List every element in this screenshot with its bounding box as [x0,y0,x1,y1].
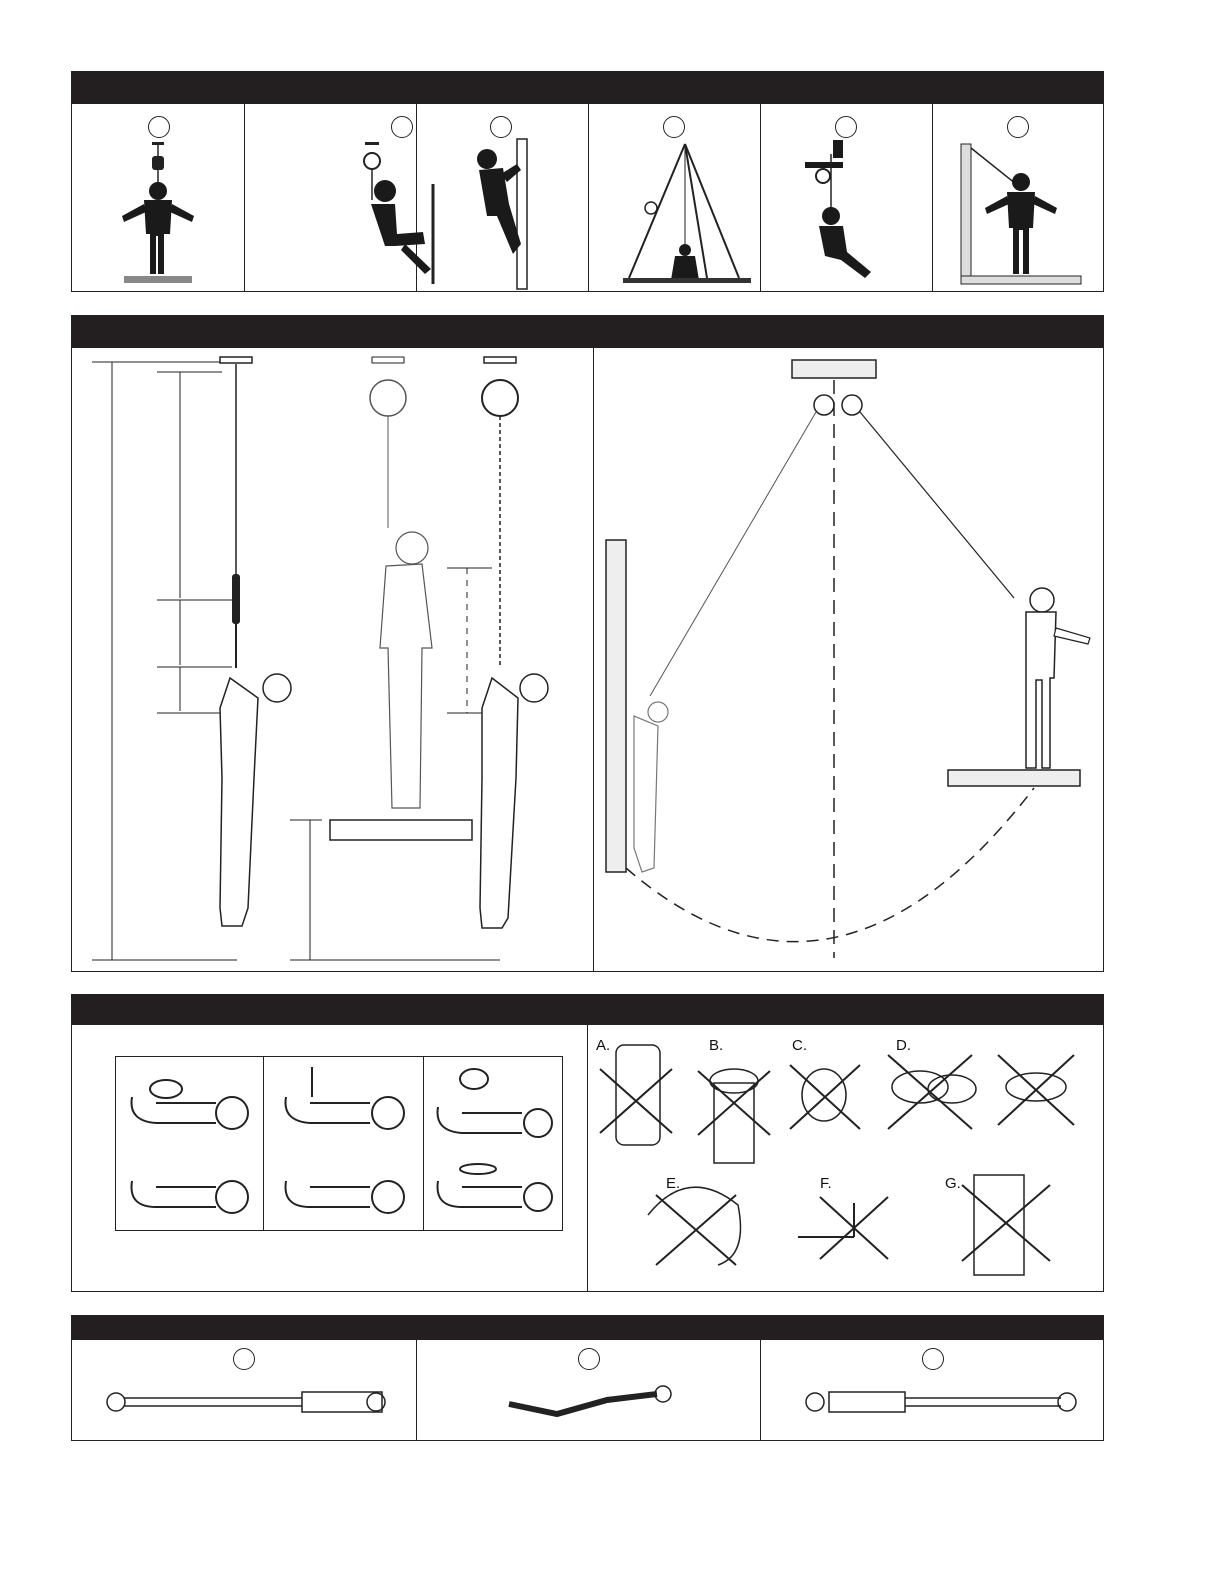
snaphook-icon [264,1057,424,1232]
section-3-header-bar [71,994,1104,1024]
lanyard-figure-1 [72,1340,417,1440]
snaphook-sequence-box [115,1056,563,1231]
snaphook-icon [116,1057,264,1232]
worker-climbing-ladder-icon [417,104,589,293]
worker-standing-icon [72,104,245,293]
snaphook-column-2 [264,1057,424,1230]
swing-fall-illustration [594,348,1105,973]
application-figure-3 [417,104,589,291]
application-figure-5 [761,104,933,291]
tripod-retrieval-icon [589,104,761,293]
incompatible-connections-illustration [588,1025,1105,1293]
lanyard-shock-absorbing-icon [761,1340,1105,1442]
label-e: E. [666,1175,681,1192]
application-figure-4 [589,104,761,291]
fall-clearance-illustration [72,348,594,973]
label-b: B. [709,1037,724,1054]
label-a: A. [596,1037,611,1054]
snaphook-icon [424,1057,564,1232]
section-2-header-bar [71,315,1104,347]
snaphook-column-3 [424,1057,564,1230]
lanyard-figures-panel [71,1339,1104,1441]
swing-fall-diagram [594,348,1105,971]
label-g: G. [945,1175,961,1192]
lanyard-figure-3 [761,1340,1105,1440]
snaphook-rollout-diagram [72,1025,588,1291]
incompatible-connections-diagram [588,1025,1105,1291]
application-figure-1 [72,104,245,291]
lanyard-straight-icon [72,1340,417,1442]
lanyard-figure-2 [417,1340,761,1440]
section-4-header-bar [71,1315,1104,1339]
section-1-header-bar [71,71,1104,103]
worker-descending-icon [761,104,933,293]
application-figure-2 [245,104,417,291]
fall-clearance-panel [71,347,1104,972]
worker-seated-icon [245,104,417,293]
snaphook-column-1 [116,1057,264,1230]
label-d: D. [896,1037,911,1054]
fall-clearance-diagram [72,348,594,971]
lanyard-webbing-icon [417,1340,761,1442]
label-f: F. [820,1175,832,1192]
connector-compatibility-panel [71,1024,1104,1292]
application-figures-panel [71,103,1104,292]
application-figure-6 [933,104,1105,291]
label-c: C. [792,1037,807,1054]
worker-horizontal-anchor-icon [933,104,1105,293]
